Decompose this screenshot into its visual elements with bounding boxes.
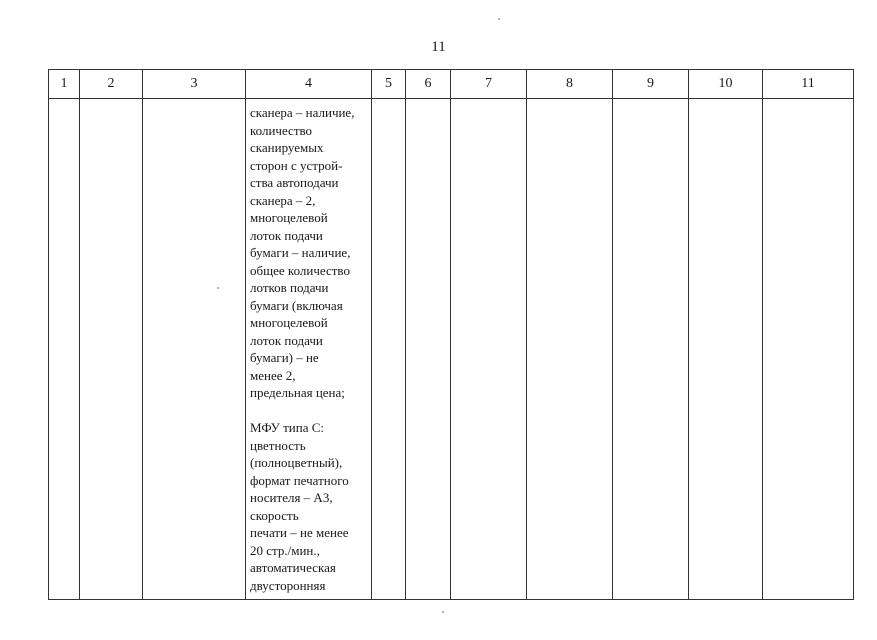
table-cell-col7: [451, 99, 527, 600]
table-cell-col3: [143, 99, 246, 600]
table-cell-col8: [527, 99, 613, 600]
column-header-2: 2: [80, 70, 143, 99]
column-header-1: 1: [49, 70, 80, 99]
scan-artifact: [442, 611, 444, 613]
column-header-8: 8: [527, 70, 613, 99]
table-cell-col5: [372, 99, 406, 600]
column-header-5: 5: [372, 70, 406, 99]
column-header-7: 7: [451, 70, 527, 99]
specification-table: [48, 69, 854, 600]
page-number: 11: [431, 39, 446, 55]
scan-artifact: [498, 18, 500, 20]
table-header-row: [49, 70, 854, 99]
column-header-9: 9: [613, 70, 689, 99]
column-header-10: 10: [689, 70, 763, 99]
table-row: [49, 99, 854, 600]
column-header-3: 3: [143, 70, 246, 99]
column-header-6: 6: [406, 70, 451, 99]
table-cell-col10: [689, 99, 763, 600]
table-cell-col2: [80, 99, 143, 600]
table-cell-col9: [613, 99, 689, 600]
column-header-4: 4: [246, 70, 372, 99]
table-cell-col1: [49, 99, 80, 600]
table-cell-col11: [763, 99, 854, 600]
specification-text: сканера – наличие, количество сканируемых сторон с устрой- ства автоподачи сканера – 2, многоцелевой лоток подачи бумаги – наличие, общее количество лотков подачи бумаги (включая многоцелевой лоток подачи бумаги) – не менее 2, предельная цена; МФУ типа С: цветность (полноцветный), формат печатного носителя – А3, скорость печати – не менее 20 стр./мин., автоматическая двусторонняя: [250, 105, 355, 593]
table-cell-col4: [246, 99, 372, 600]
column-header-11: 11: [763, 70, 854, 99]
table-cell-col6: [406, 99, 451, 600]
scan-artifact: [217, 287, 219, 289]
